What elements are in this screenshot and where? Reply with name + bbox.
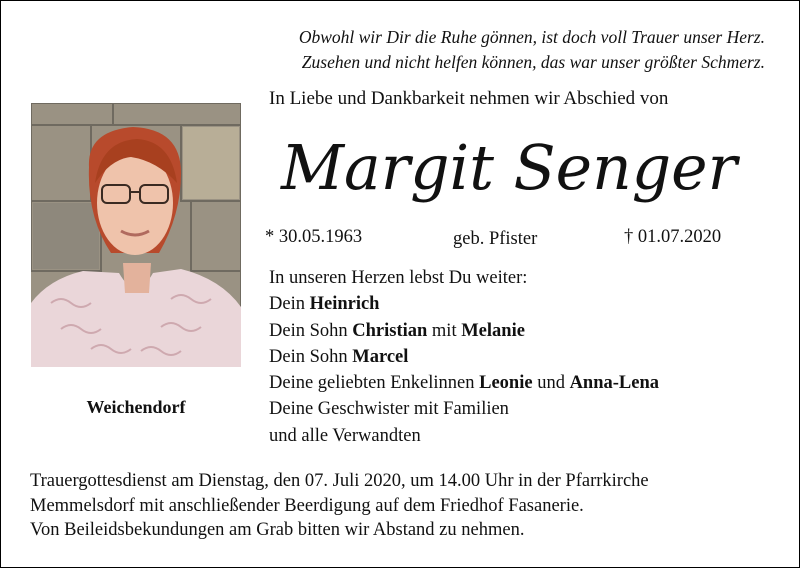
death-date: † 01.07.2020 <box>624 227 722 247</box>
mourner-line-1: Dein Heinrich <box>269 294 380 315</box>
motto-verse <box>1 25 765 75</box>
service-line-3: Von Beileidsbekundungen am Grab bitten wir Abstand zu nehmen. <box>30 520 525 540</box>
mourner-name: Marcel <box>352 346 409 367</box>
mourners-list <box>269 265 659 449</box>
mourner-line-3: Dein Sohn Marcel <box>269 346 409 367</box>
mourner-line-6: und alle Verwandten <box>269 425 421 446</box>
intro-line: In Liebe und Dankbarkeit nehmen wir Abschied von <box>269 88 669 109</box>
mourner-line-4: Deine geliebten Enkelinnen Leonie und Anna-Lena <box>269 373 660 394</box>
mourner-name: Christian <box>352 320 428 341</box>
mourner-line-5: Deine Geschwister mit Familien <box>269 399 509 420</box>
mourners-opening: In unseren Herzen lebst Du weiter: <box>269 268 528 288</box>
deceased-name <box>269 119 749 209</box>
service-line-1: Trauergottesdienst am Dienstag, den 07. Juli 2020, um 14.00 Uhr in der Pfarrkirche <box>30 471 649 491</box>
service-line-2: Memmelsdorf mit anschließender Beerdigung auf dem Friedhof Fasanerie. <box>30 495 584 516</box>
funeral-service-info <box>30 469 790 543</box>
mourner-name: Heinrich <box>309 294 380 315</box>
birth-date: * 30.05.1963 <box>265 227 363 247</box>
deceased-name-script <box>269 119 749 209</box>
mourner-name: Melanie <box>461 320 525 341</box>
mourner-name: Leonie <box>479 373 533 394</box>
mourner-line-2: Dein Sohn Christian mit Melanie <box>269 320 525 341</box>
motto-line-1: Obwohl wir Dir die Ruhe gönnen, ist doch voll Trauer unser Herz. <box>298 27 765 47</box>
deceased-name-text: Margit Senger <box>280 131 741 204</box>
portrait-photo <box>31 103 241 367</box>
hometown: Weichendorf <box>86 397 186 417</box>
mourner-name: Anna-Lena <box>569 373 660 394</box>
motto-line-2: Zusehen und nicht helfen können, das war unser größter Schmerz. <box>301 52 765 72</box>
maiden-name: geb. Pfister <box>453 229 538 249</box>
